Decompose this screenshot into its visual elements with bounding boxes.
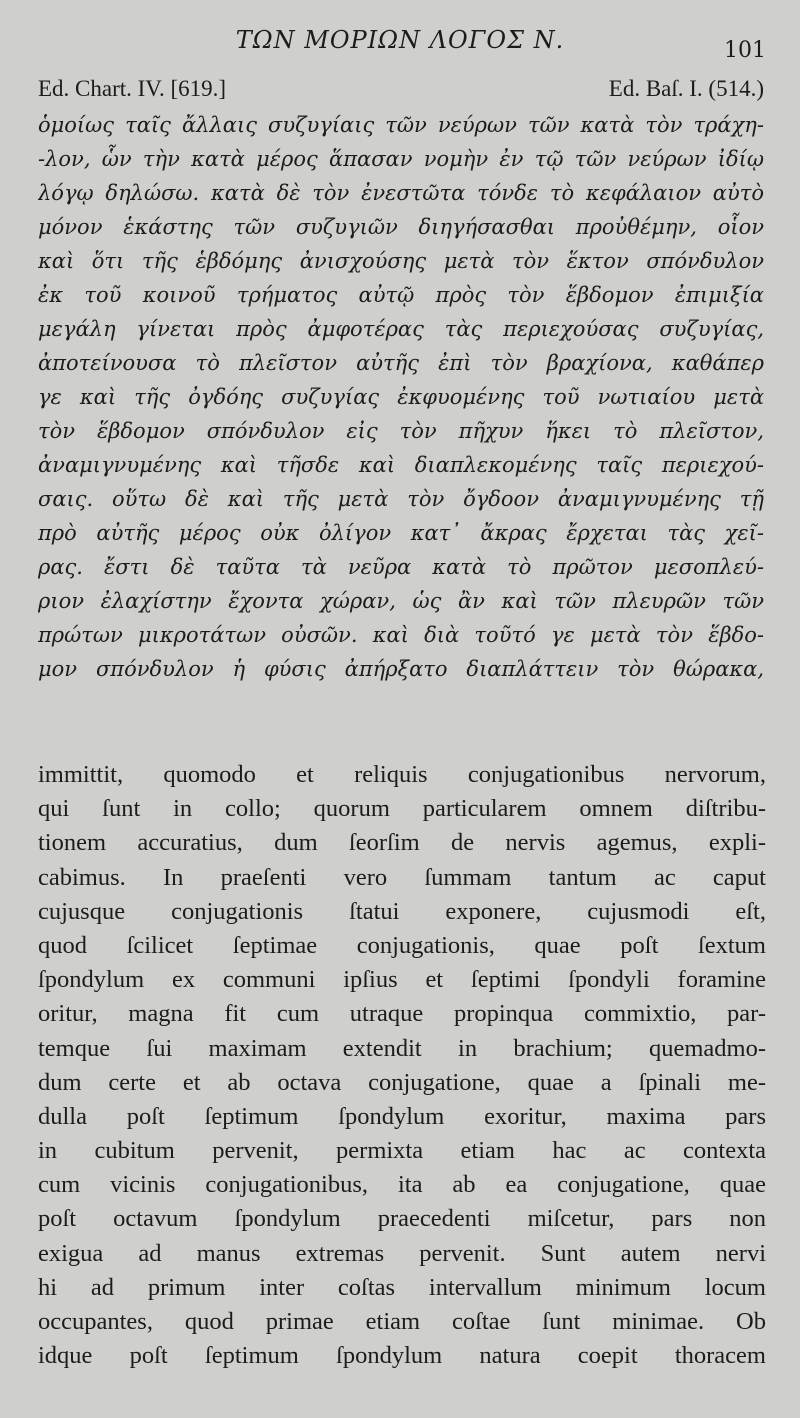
latin-line: temque ſui maximam extendit in brachium; quemadmo- (38, 1034, 766, 1062)
greek-line: μον σπόνδυλον ἡ φύσις ἀπήρξατο διαπλάττειν τὸν θώρακα, (38, 657, 764, 681)
latin-line: qui ſunt in collo; quorum particularem omnem diſtribu- (38, 795, 766, 823)
latin-line: oritur, magna fit cum utraque propinqua commixtio, par- (38, 1000, 766, 1028)
latin-line: idque poſt ſeptimum ſpondylum natura coepit thoracem (38, 1342, 766, 1370)
latin-line: quod ſcilicet ſeptimae conjugationis, quae poſt ſextum (38, 931, 766, 959)
latin-line: exigua ad manus extremas pervenit. Sunt autem nervi (38, 1239, 766, 1267)
latin-line: poſt octavum ſpondylum praecedenti miſcetur, pars non (38, 1205, 766, 1233)
latin-text-block (38, 758, 766, 1373)
greek-line: ριον ἐλαχίστην ἔχοντα χώραν, ὡς ἂν καὶ τῶν πλευρῶν τῶν (38, 589, 764, 613)
greek-line: πρὸ αὐτῆς μέρος οὐκ ὀλίγον κατ᾽ ἄκρας ἔρχεται τὰς χεῖ- (38, 521, 764, 545)
latin-line: ſpondylum ex communi ipſius et ſeptimi ſpondyli foramine (38, 966, 766, 994)
greek-line: σαις. οὕτω δὲ καὶ τῆς μετὰ τὸν ὄγδοον ἀναμιγνυμένης τῇ (38, 487, 764, 511)
edition-reference-right: Ed. Baſ. I. (514.) (608, 76, 764, 101)
latin-line: cabimus. In praeſenti vero ſummam tantum ac caput (38, 863, 766, 891)
page-number: 101 (724, 38, 766, 63)
latin-line: dulla poſt ſeptimum ſpondylum exoritur, maxima pars (38, 1102, 766, 1130)
greek-line: πρώτων μικροτάτων οὐσῶν. καὶ διὰ τοῦτό γε μετὰ τὸν ἕβδο- (38, 623, 764, 647)
latin-line: cum vicinis conjugationibus, ita ab ea conjugatione, quae (38, 1171, 766, 1199)
greek-line: μεγάλη γίνεται πρὸς ἀμφοτέρας τὰς περιεχούσας συζυγίας, (38, 317, 764, 341)
greek-line: ἀποτείνουσα τὸ πλεῖστον αὐτῆς ἐπὶ τὸν βραχίονα, καθάπερ (38, 351, 764, 375)
latin-line: cujusque conjugationis ſtatui exponere, cujusmodi eſt, (38, 897, 766, 925)
latin-line: in cubitum pervenit, permixta etiam hac ac contexta (38, 1137, 766, 1165)
greek-line: μόνον ἑκάστης τῶν συζυγιῶν διηγήσασθαι προὐθέμην, οἷον (38, 215, 764, 239)
greek-line: τὸν ἕβδομον σπόνδυλον εἰς τὸν πῆχυν ἥκει τὸ πλεῖστον, (38, 419, 764, 443)
edition-reference-left: Ed. Chart. IV. [619.] (38, 76, 227, 101)
latin-line: immittit, quomodo et reliquis conjugationibus nervorum, (38, 761, 766, 788)
greek-line: ἐκ τοῦ κοινοῦ τρήματος αὐτῷ πρὸς τὸν ἕβδομον ἐπιμιξία (38, 283, 764, 307)
greek-line: λόγῳ δηλώσω. κατὰ δὲ τὸν ἐνεστῶτα τόνδε τὸ κεφάλαιον αὐτὸ (38, 181, 764, 205)
latin-line: hi ad primum inter coſtas intervallum minimum locum (38, 1273, 766, 1301)
greek-line: ρας. ἔστι δὲ ταῦτα τὰ νεῦρα κατὰ τὸ πρῶτον μεσοπλεύ- (38, 555, 764, 579)
greek-line: καὶ ὅτι τῆς ἑβδόμης ἀνισχούσης μετὰ τὸν ἕκτον σπόνδυλον (38, 249, 764, 273)
greek-line: γε καὶ τῆς ὀγδόης συζυγίας ἐκφυομένης τοῦ νωτιαίου μετὰ (38, 385, 764, 409)
latin-line: occupantes, quod primae etiam coſtae ſunt minimae. Ob (38, 1308, 766, 1335)
greek-text-block (38, 108, 764, 686)
running-title: ΤΩΝ ΜΟΡΙΩΝ ΛΟΓΟΣ Ν. (235, 26, 565, 54)
greek-line: ἀναμιγνυμένης καὶ τῆσδε καὶ διαπλεκομένης ταῖς περιεχού- (38, 453, 764, 477)
greek-line: -λον, ὧν τὴν κατὰ μέρος ἅπασαν νομὴν ἐν τῷ τῶν νεύρων ἰδίῳ (38, 147, 764, 171)
latin-line: dum certe et ab octava conjugatione, quae a ſpinali me- (38, 1068, 766, 1096)
latin-line: tionem accuratius, dum ſeorſim de nervis agemus, expli- (38, 829, 766, 857)
greek-line: ὁμοίως ταῖς ἄλλαις συζυγίαις τῶν νεύρων τῶν κατὰ τὸν τράχη- (38, 113, 764, 137)
